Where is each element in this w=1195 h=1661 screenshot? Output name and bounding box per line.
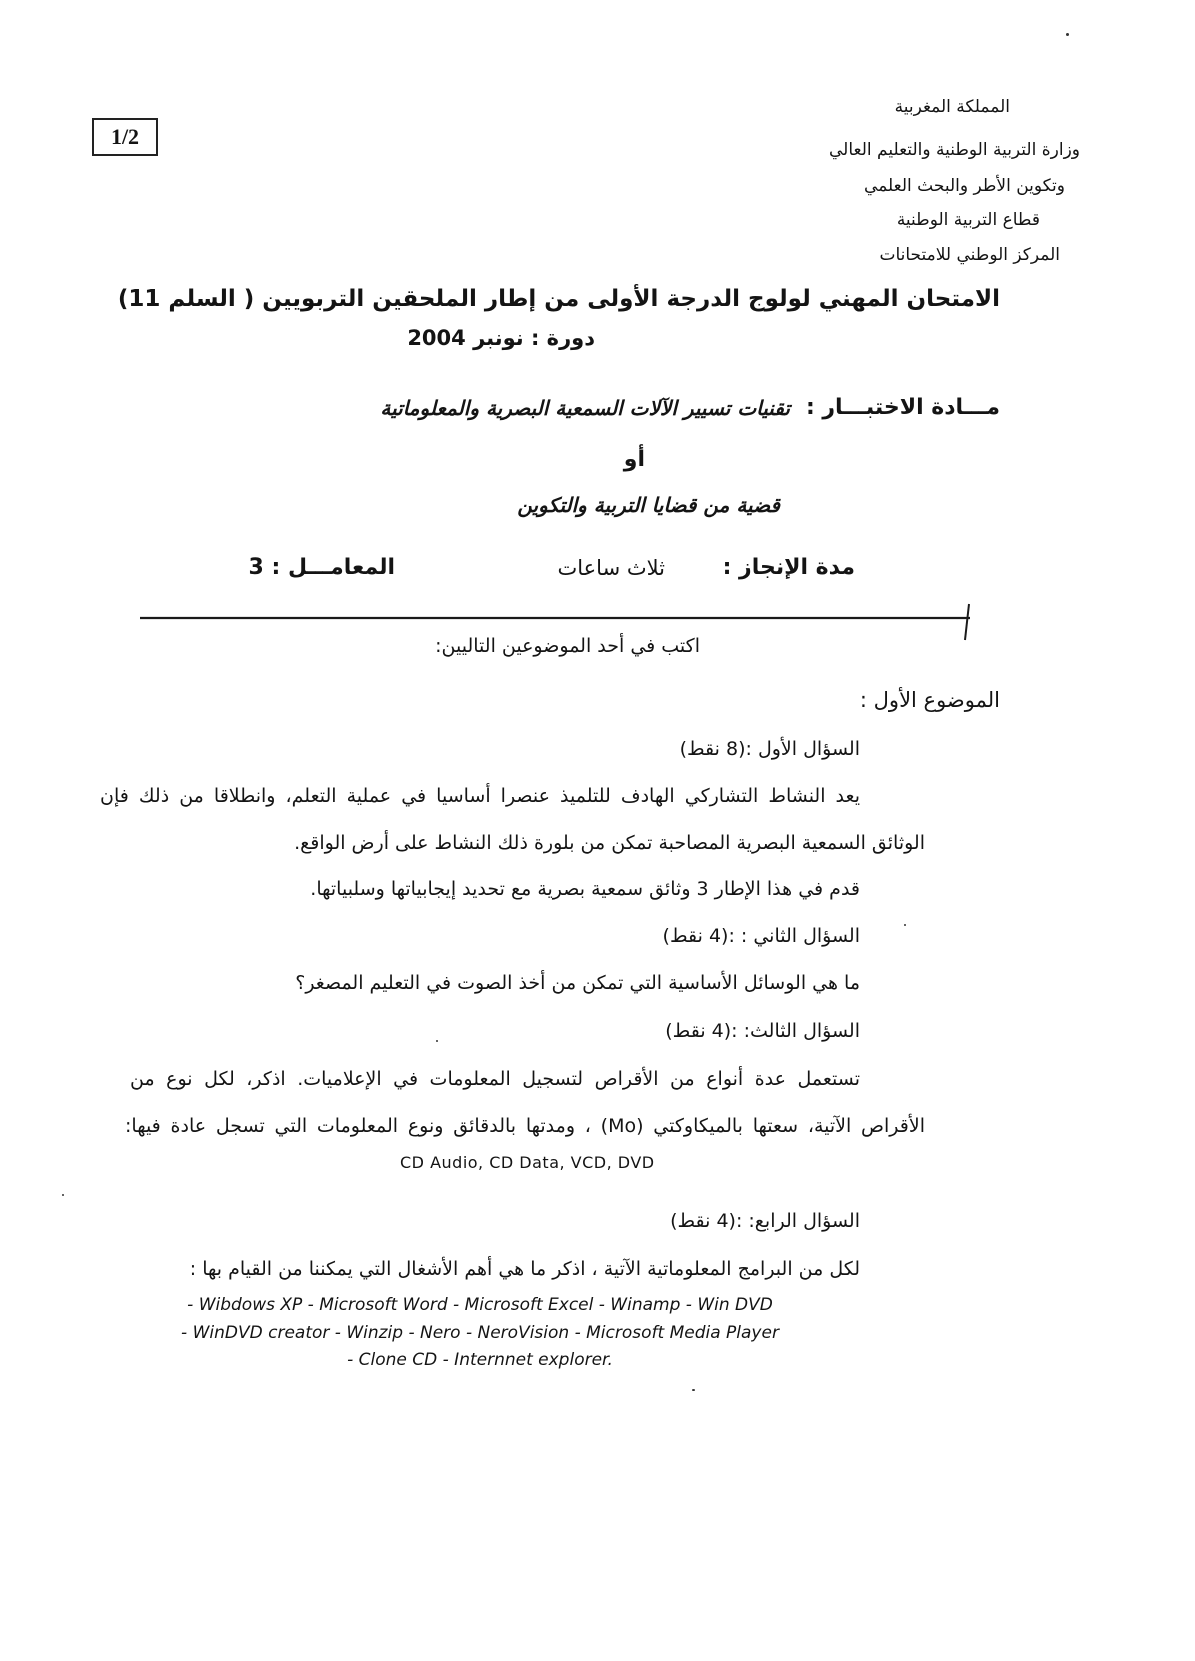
subject-option-1: تقنيات تسيير الآلات السمعية البصرية والمعلوماتية bbox=[380, 396, 790, 420]
question-3-line: تستعمل عدة أنواع من الأقراص لتسجيل المعلومات في الإعلاميات. اذكر، لكل نوع من bbox=[130, 1068, 860, 1090]
question-3-line: الأقراص الآتية، سعتها بالميكاوكتي (Mo) ، ومدتها بالدقائق ونوع المعلومات التي تسجل عادة فيها: bbox=[125, 1115, 925, 1137]
topic-heading: الموضوع الأول : bbox=[859, 688, 1000, 712]
subject-label: مـــادة الاختبـــار : bbox=[805, 395, 1000, 420]
software-list-line: - WinDVD creator - Winzip - Nero - NeroVision - Microsoft Media Player bbox=[181, 1323, 779, 1343]
scan-speck bbox=[62, 1194, 64, 1196]
subject-or: أو bbox=[623, 447, 645, 472]
software-list-line: - Wibdows XP - Microsoft Word - Microsoft Excel - Winamp - Win DVD bbox=[187, 1295, 773, 1315]
software-list-line: - Clone CD - Internnet explorer. bbox=[347, 1350, 613, 1370]
duration-value: ثلاث ساعات bbox=[557, 556, 665, 580]
page-number-box: 1/2 bbox=[92, 118, 158, 156]
duration-label: مدة الإنجاز : bbox=[722, 555, 855, 580]
header-line-center: المركز الوطني للامتحانات bbox=[879, 245, 1060, 265]
question-3-title: السؤال الثالث: :(4 نقط) bbox=[665, 1020, 860, 1042]
subject-option-2: قضية من قضايا التربية والتكوين bbox=[517, 493, 780, 517]
instruction: اكتب في أحد الموضوعين التاليين: bbox=[435, 635, 700, 657]
question-1-line: يعد النشاط التشاركي الهادف للتلميذ عنصرا أساسيا في عملية التعلم، وانطلاقا من ذلك فإن bbox=[100, 785, 860, 807]
coefficient: المعامـــل : 3 bbox=[248, 555, 395, 580]
scan-speck bbox=[692, 1389, 695, 1391]
question-1-line: قدم في هذا الإطار 3 وثائق سمعية بصرية مع تحديد إيجابياتها وسلبياتها. bbox=[310, 878, 860, 900]
header-line-sector: قطاع التربية الوطنية bbox=[896, 210, 1040, 230]
question-1-line: الوثائق السمعية البصرية المصاحبة تمكن من بلورة ذلك النشاط على أرض الواقع. bbox=[294, 832, 925, 854]
question-2-line: ما هي الوسائل الأساسية التي تمكن من أخذ الصوت في التعليم المصغر؟ bbox=[295, 972, 860, 994]
exam-session: دورة : نونبر 2004 bbox=[407, 326, 595, 350]
exam-title: الامتحان المهني لولوج الدرجة الأولى من إطار الملحقين التربويين ( السلم 11) bbox=[117, 286, 1000, 312]
question-2-title: السؤال الثاني : :(4 نقط) bbox=[662, 925, 860, 947]
question-1-title: السؤال الأول :(8 نقط) bbox=[679, 738, 860, 760]
scan-speck bbox=[1066, 33, 1069, 36]
header-line-kingdom: المملكة المغربية bbox=[894, 97, 1010, 117]
question-4-line: لكل من البرامج المعلوماتية الآتية ، اذكر ما هي أهم الأشغال التي يمكننا من القيام بها : bbox=[189, 1258, 860, 1280]
scan-speck bbox=[904, 924, 906, 926]
question-4-title: السؤال الرابع: :(4 نقط) bbox=[670, 1210, 860, 1232]
header-line-ministry: وزارة التربية الوطنية والتعليم العالي bbox=[829, 140, 1080, 160]
header-line-training: وتكوين الأطر والبحث العلمي bbox=[864, 176, 1065, 196]
scan-speck bbox=[436, 1040, 438, 1042]
disc-types-list: CD Audio, CD Data, VCD, DVD bbox=[400, 1153, 655, 1172]
